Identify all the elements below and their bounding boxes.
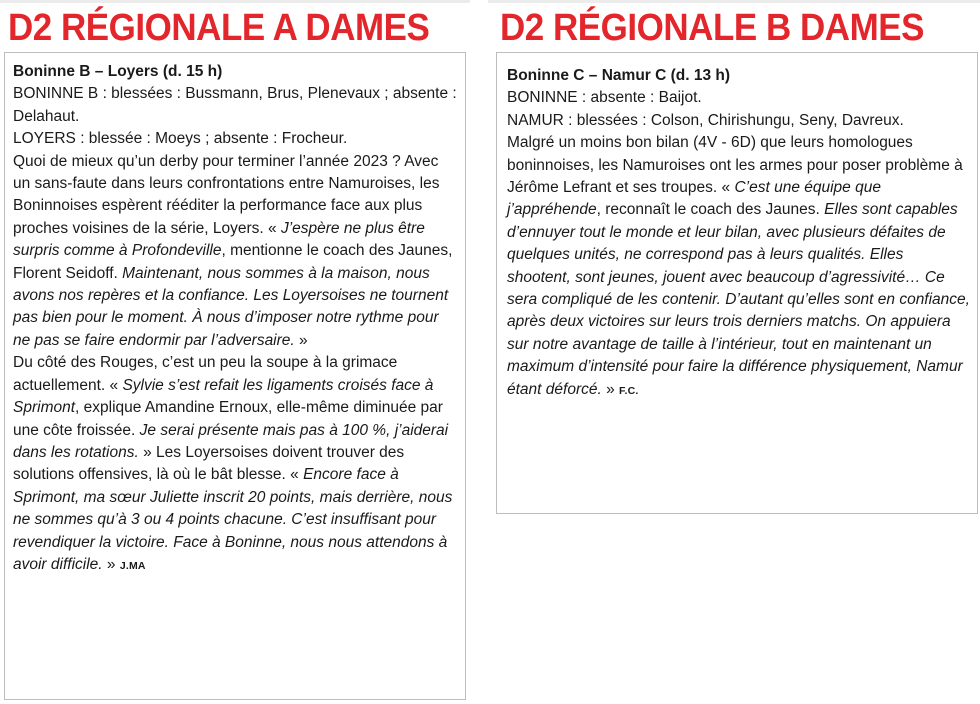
article-a [13,61,459,577]
lineup-home-a: BONINNE B : blessées : Bussmann, Brus, Plenevaux ; absente : Delahaut. [13,85,457,125]
section-banner-a: D2 RÉGIONALE A DAMES [8,7,430,49]
match-headline-b: Boninne C – Namur C (d. 13 h) [507,67,731,84]
text-run: » [294,331,308,349]
match-headline-a: Boninne B – Loyers (d. 15 h) [13,63,223,80]
lineup-home-b: BONINNE : absente : Baijot. [507,89,702,107]
quote-run: C’est une équipe que j’appréhende [507,179,881,219]
text-run: Du côté des Rouges, c’est un peu la soupe à la grimace actuellement. « [13,354,398,394]
text-run: , explique Amandine Ernoux, elle-même diminuée par une côte froissée. [13,399,443,439]
article-box-b [496,52,978,514]
text-run: » [102,555,120,573]
author-signature-a: J.MA [119,559,146,572]
text-run: Quoi de mieux qu’un derby pour terminer l’année 2023 ? Avec un sans-faute dans leurs confrontations entre Namuroises, les Boninnoises espèrent rééditer la performance face aux plus proches voisines de la série, Loyers. « [13,152,440,237]
quote-run: Maintenant, nous sommes à la maison, nous avons nos repères et la confiance. Les Loyersoises ne tournent pas bien pour le moment. À nous d’imposer notre rythme pour ne pas se faire endormir par l’adversaire. [13,264,449,349]
lineup-away-b: NAMUR : blessées : Colson, Chirishungu, Seny, Davreux. [507,111,904,129]
article-b [507,65,971,402]
top-rule [0,0,470,3]
column-d2-regionale-a [0,0,470,704]
text-run: , mentionne le coach des Jaunes, Florent Seidoff. [13,242,453,282]
quote-run: Encore face à Sprimont, ma sœur Juliette inscrit 20 points, mais derrière, nous ne sommes qu’à 3 ou 4 points chacune. C’est insuffisant pour revendiquer la victoire. Face à Boninne, nous nous attendons à avoir difficile. [13,466,453,573]
quote-run: J’espère ne plus être surpris comme à Profondeville [13,219,425,260]
article-box-a [4,52,466,700]
section-banner-b: D2 RÉGIONALE B DAMES [500,7,924,49]
article-paragraph-a2 [13,352,459,577]
column-d2-regionale-b [488,0,980,520]
article-paragraph-a1 [13,151,459,353]
text-run: » Les Loyersoises doivent trouver des solutions offensives, là où le bât blesse. « [13,443,405,484]
article-paragraph-b1 [507,132,971,402]
quote-run: Je serai présente mais pas à 100 %, j’aiderai dans les rotations. [13,421,449,461]
quote-run: Sylvie s’est refait les ligaments croisés face à Sprimont [13,376,434,417]
lineup-away-a: LOYERS : blessée : Moeys ; absente : Frocheur. [13,130,348,148]
text-run: Malgré un moins bon bilan (4V - 6D) que leurs homologues boninnoises, les Namuroises ont les armes pour poser problème à Jérôme Lefrant et ses troupes. « [507,134,963,197]
text-run: , reconnaît le coach des Jaunes. [596,201,825,219]
quote-run: Elles sont capables d’ennuyer tout le monde et leur bilan, avec plusieurs défaites de quelques unités, ne correspond pas à leurs qualités. Elles shootent, sont jeunes, jouent avec beaucoup d’agressivité… Ce sera compliqué de les contenir. D’autant qu’elles sont en confiance, après deux victoires sur leurs trois derniers matchs. On appuiera sur notre avantage de taille à l’intérieur, tout en maintenant un maximum d’intensité pour faire la différence physiquement, Namur étant déforcé. [507,201,970,398]
text-run: » [601,380,620,398]
author-signature-b: F.C. [619,384,639,397]
top-rule [488,0,980,3]
